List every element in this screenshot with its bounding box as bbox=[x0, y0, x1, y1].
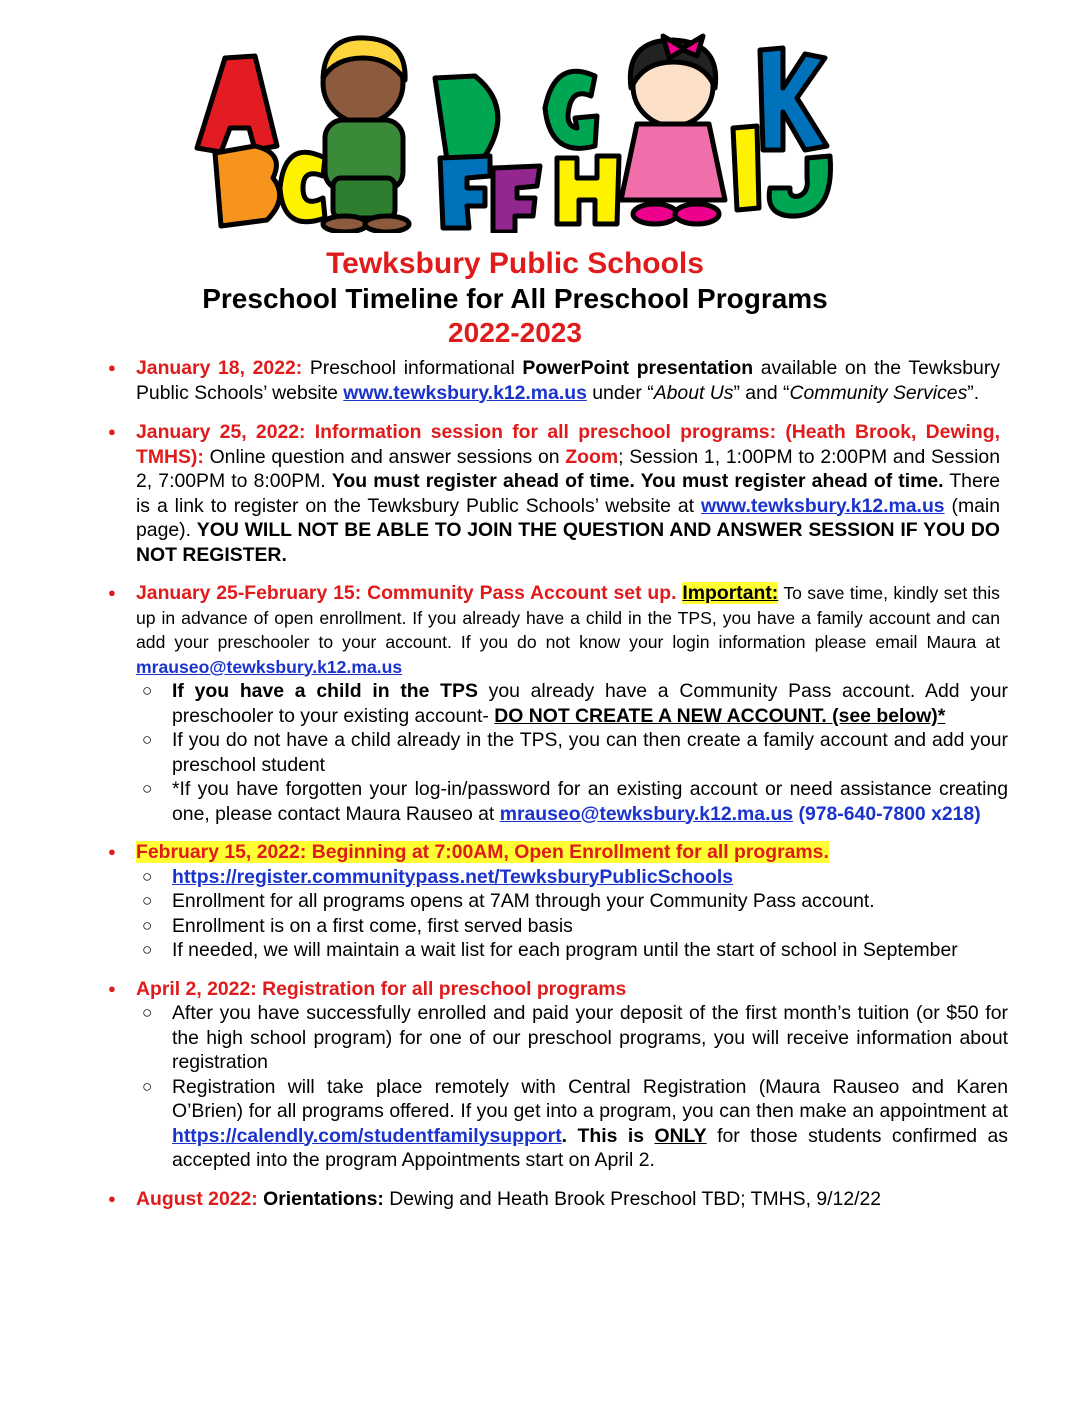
item-text: Dewing and Heath Brook Preschool TBD; TMHS, 9/12/22 bbox=[383, 1187, 882, 1210]
sub-bullet-icon: ○ bbox=[142, 681, 153, 700]
school-year: 2022-2023 bbox=[448, 317, 582, 348]
item-bold: If you have a child in the TPS bbox=[172, 680, 478, 702]
sub-item bbox=[108, 777, 1008, 826]
item-text: Preschool informational bbox=[302, 357, 523, 379]
bullet-icon: ● bbox=[108, 585, 116, 600]
sub-item bbox=[108, 889, 1008, 914]
bullet-icon: ● bbox=[108, 360, 116, 375]
item-text: available on the Tewksbury Public Schools’ website bbox=[136, 357, 1000, 404]
item-text: for those students confirmed as accepted into the program Appointments start on April 2. bbox=[172, 1124, 1008, 1171]
girl-shoe-right bbox=[675, 204, 719, 224]
sub-item bbox=[108, 728, 1008, 777]
letter-g-shape bbox=[545, 71, 597, 148]
item-text: under “ bbox=[586, 381, 654, 404]
letter-a-shape bbox=[197, 56, 277, 152]
sub-item bbox=[108, 679, 1008, 728]
item-text: Online question and answer sessions on bbox=[203, 445, 566, 468]
boy-shoe-right bbox=[365, 216, 409, 232]
item-text: To save time, kindly set this up in advance of open enrollment. If you already have a child in the TPS, you have a family account and can add your preschooler to your account. If you do not know your login information please email Maura at bbox=[136, 583, 1000, 652]
sub-bullet-icon: ○ bbox=[142, 866, 153, 886]
phone-number: (978-640-7800 x218) bbox=[793, 802, 981, 825]
item-text: (main page). bbox=[136, 494, 1000, 541]
item-heading: January 25, 2022: Information session for all preschool programs: (Heath Brook, Dewing, TMHS): bbox=[136, 421, 1000, 468]
sub-item bbox=[108, 1075, 1008, 1173]
boy-shoe-left bbox=[323, 216, 367, 232]
item-heading: April 2, 2022: Registration for all preschool programs bbox=[136, 977, 627, 1000]
item-text: *If you have forgotten your log-in/password for an existing account or need assistance creating one, please contact Maura Rauseo at bbox=[172, 778, 1008, 825]
website-link[interactable]: www.tewksbury.k12.ma.us bbox=[343, 381, 587, 404]
letter-e-shape bbox=[440, 156, 490, 228]
item-text: After you have successfully enrolled and paid your deposit of the first month’s tuition (or $50 for the high school program) for one of our preschool programs, you will receive information about registration bbox=[172, 1002, 1008, 1073]
letter-k-shape bbox=[760, 48, 827, 150]
timeline-item-feb-15 bbox=[108, 840, 1000, 865]
item-text: you already have a Community Pass account. Add your preschooler to your existing account- bbox=[172, 680, 1008, 727]
zoom-label: Zoom bbox=[565, 445, 619, 468]
item-text: Enrollment is on a first come, first served basis bbox=[172, 914, 573, 937]
item-bold: You must register ahead of time. You must register ahead of time. bbox=[331, 470, 944, 492]
bullet-icon: ● bbox=[108, 1190, 116, 1206]
item-date: August 2022: bbox=[136, 1187, 258, 1210]
item-bold: PowerPoint presentation bbox=[522, 357, 754, 379]
girl-shoe-left bbox=[633, 204, 677, 224]
letter-j-shape bbox=[769, 156, 830, 216]
item-text: Registration will take place remotely with Central Registration (Maura Rauseo and Karen O’Brien) for all programs offered. If you get into a program, you can then make an appointment at bbox=[172, 1075, 1008, 1122]
website-link[interactable]: www.tewksbury.k12.ma.us bbox=[701, 494, 945, 517]
timeline-item-april-2 bbox=[108, 977, 1000, 1002]
sub-item bbox=[108, 914, 1008, 939]
letter-c-shape bbox=[280, 152, 325, 221]
sub-item bbox=[108, 938, 1008, 963]
item-text: ” and “ bbox=[733, 381, 790, 404]
letter-b-shape bbox=[215, 146, 280, 226]
girl-dress bbox=[621, 124, 725, 200]
letter-d-shape bbox=[435, 76, 498, 160]
timeline-item-community-pass bbox=[108, 581, 1000, 679]
item-underlined: ONLY bbox=[654, 1124, 707, 1147]
community-pass-link[interactable]: https://register.communitypass.net/TewksburyPublicSchools bbox=[172, 865, 734, 888]
bullet-icon: ● bbox=[108, 844, 116, 859]
sub-bullet-icon: ○ bbox=[142, 940, 153, 959]
email-link[interactable]: mrauseo@tewksbury.k12.ma.us bbox=[499, 802, 794, 825]
item-text: Enrollment for all programs opens at 7AM through your Community Pass account. bbox=[172, 890, 875, 912]
sub-bullet-icon: ○ bbox=[142, 891, 153, 910]
timeline-item-august bbox=[108, 1187, 1000, 1212]
bullet-icon: ● bbox=[108, 424, 116, 439]
letter-f-shape bbox=[493, 166, 540, 232]
timeline-item-jan-18 bbox=[108, 356, 1000, 405]
timeline-list bbox=[108, 356, 1008, 1211]
item-underlined: DO NOT CREATE A NEW ACCOUNT. (see below)* bbox=[494, 704, 946, 727]
item-text: There is a link to register on the Tewksbury Public Schools’ website at bbox=[136, 470, 1000, 517]
document-subtitle: Preschool Timeline for All Preschool Programs bbox=[202, 283, 828, 314]
item-text: ”. bbox=[967, 381, 980, 404]
sub-item bbox=[108, 1001, 1008, 1075]
bullet-icon: ● bbox=[108, 980, 116, 996]
item-italic: About Us bbox=[653, 381, 734, 404]
timeline-item-jan-25 bbox=[108, 420, 1000, 567]
letter-h-shape bbox=[557, 156, 619, 224]
item-italic: Community Services bbox=[789, 381, 968, 404]
sub-bullet-icon: ○ bbox=[142, 915, 153, 935]
sub-bullet-icon: ○ bbox=[142, 730, 153, 749]
item-date: January 18, 2022: bbox=[136, 357, 303, 379]
letter-i-shape bbox=[733, 126, 759, 210]
sub-bullet-icon: ○ bbox=[142, 779, 153, 798]
email-link[interactable]: mrauseo@tewksbury.k12.ma.us bbox=[136, 656, 403, 677]
important-label: Important: bbox=[682, 582, 779, 604]
item-text: ; Session 1, 1:00PM to 2:00PM and Session 2, 7:00PM to 8:00PM. bbox=[136, 445, 1000, 492]
sub-bullet-icon: ○ bbox=[142, 1003, 153, 1022]
sub-bullet-icon: ○ bbox=[142, 1076, 153, 1096]
item-heading: January 25-February 15: Community Pass Account set up. bbox=[136, 582, 677, 604]
item-bold: . This is bbox=[561, 1124, 655, 1147]
item-heading: February 15, 2022: Beginning at 7:00AM, Open Enrollment for all programs. bbox=[136, 841, 829, 863]
item-bold: Orientations: bbox=[257, 1187, 384, 1210]
alphabet-children-illustration bbox=[185, 28, 840, 233]
sub-item bbox=[108, 865, 1008, 890]
school-title: Tewksbury Public Schools bbox=[326, 247, 704, 280]
calendly-link[interactable]: https://calendly.com/studentfamilysupport bbox=[172, 1124, 562, 1147]
item-text: If needed, we will maintain a wait list for each program until the start of school in September bbox=[172, 939, 958, 961]
item-bold: YOU WILL NOT BE ABLE TO JOIN THE QUESTION AND ANSWER SESSION IF YOU DO NOT REGISTER. bbox=[136, 519, 1000, 566]
item-text: If you do not have a child already in the TPS, you can then create a family account and add your preschool student bbox=[172, 729, 1008, 776]
title-block bbox=[0, 246, 1030, 350]
boy-pants bbox=[333, 178, 395, 218]
